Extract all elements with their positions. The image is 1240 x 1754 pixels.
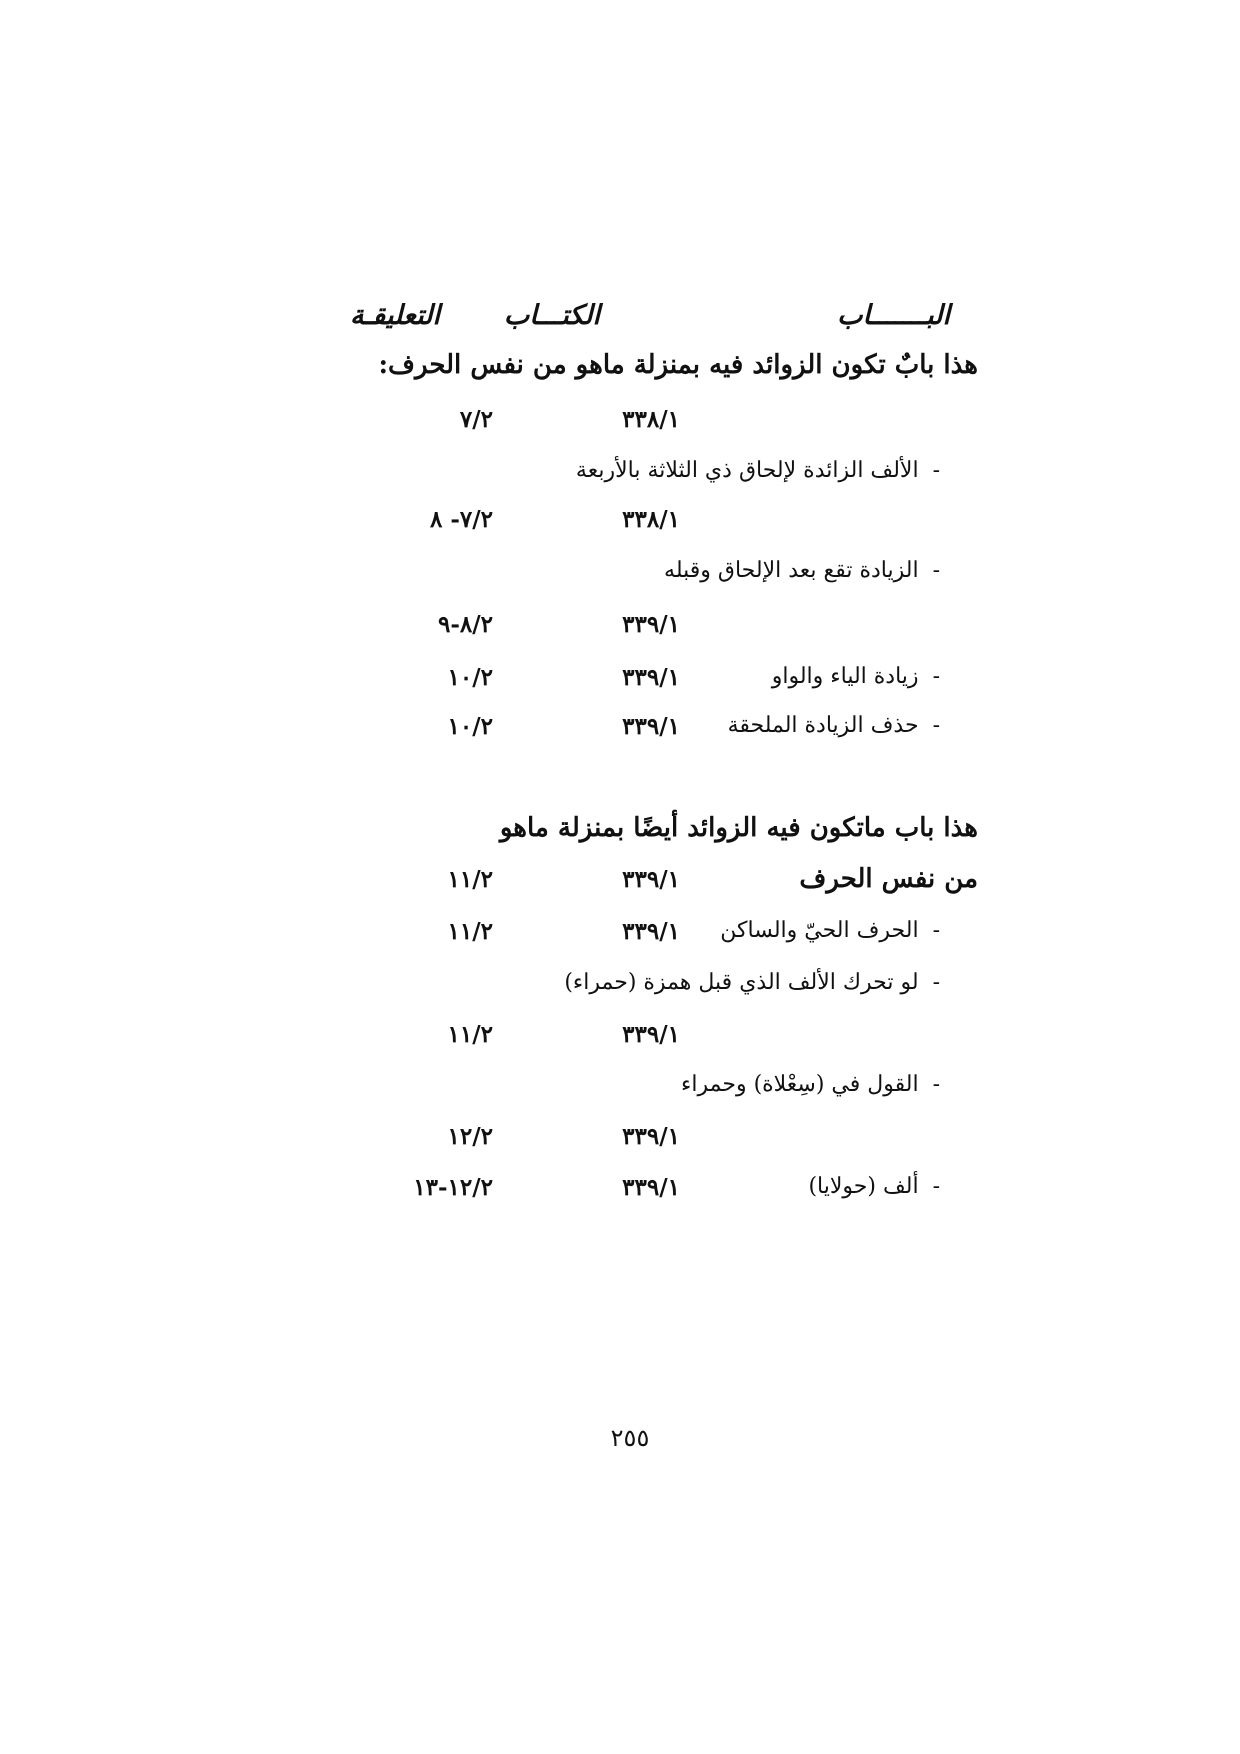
header-kitab: الكتـــاب xyxy=(503,300,600,331)
entry-text: القول في (سِعْلاة) وحمراء xyxy=(681,1072,919,1097)
dash-marker: - xyxy=(932,970,940,995)
entry-taliqa-ref: ١٢/٢ xyxy=(447,1123,493,1150)
section2-title-line2: من نفس الحرف xyxy=(799,864,978,894)
entry-kitab-ref: ٣٣٨/١ xyxy=(622,506,680,533)
dash-marker: - xyxy=(932,664,940,689)
list-item xyxy=(681,1072,940,1097)
dash-marker: - xyxy=(932,713,940,738)
list-item xyxy=(664,558,940,583)
entry-taliqa-ref: ٨/٢-٩ xyxy=(437,611,493,638)
entry-taliqa-ref: ١٠/٢ xyxy=(447,664,493,691)
entry-kitab-ref: ٣٣٩/١ xyxy=(622,918,680,945)
entry-taliqa-ref: ١١/٢ xyxy=(447,918,493,945)
entry-kitab-ref: ٣٣٩/١ xyxy=(622,1174,680,1201)
section1-ref-taliqa: ٧/٢ xyxy=(459,406,493,433)
section2-ref-taliqa: ١١/٢ xyxy=(447,866,493,893)
page-number: ٢٥٥ xyxy=(610,1424,650,1452)
entry-text: حذف الزيادة الملحقة xyxy=(727,713,919,738)
section1-title: هذا بابٌ تكون الزوائد فيه بمنزلة ماهو من نفس الحرف: xyxy=(378,350,978,380)
dash-marker: - xyxy=(932,1072,940,1097)
entry-kitab-ref: ٣٣٩/١ xyxy=(622,664,680,691)
entry-kitab-ref: ٣٣٩/١ xyxy=(622,713,680,740)
list-item xyxy=(720,918,940,943)
list-item xyxy=(728,713,940,738)
header-taliqa: التعليقـة xyxy=(349,300,440,331)
entry-taliqa-ref: ٧/٢- ٨ xyxy=(429,506,493,533)
entry-text: لو تحرك الألف الذي قبل همزة (حمراء) xyxy=(564,970,919,995)
section1-ref-kitab: ٣٣٨/١ xyxy=(622,406,680,433)
entry-text: الزيادة تقع بعد الإلحاق وقبله xyxy=(664,558,919,583)
list-item xyxy=(576,458,940,483)
entry-text: ألف (حولايا) xyxy=(808,1174,919,1199)
entry-taliqa-ref: ١١/٢ xyxy=(447,1021,493,1048)
entry-kitab-ref: ٣٣٩/١ xyxy=(622,1021,680,1048)
entry-kitab-ref: ٣٣٩/١ xyxy=(622,611,680,638)
dash-marker: - xyxy=(932,458,940,483)
entry-taliqa-ref: ١٠/٢ xyxy=(447,713,493,740)
dash-marker: - xyxy=(932,918,940,943)
header-bab: البـــــــاب xyxy=(837,300,950,331)
list-item xyxy=(564,970,940,995)
list-item xyxy=(808,1174,940,1199)
section2-title-line1: هذا باب ماتكون فيه الزوائد أيضًا بمنزلة ماهو xyxy=(499,813,978,843)
entry-taliqa-ref: ١٢/٢-١٣ xyxy=(413,1174,493,1201)
dash-marker: - xyxy=(932,1174,940,1199)
entry-text: زيادة الياء والواو xyxy=(771,664,919,689)
entry-text: الألف الزائدة لإلحاق ذي الثلاثة بالأربعة xyxy=(575,458,919,483)
list-item xyxy=(772,664,940,689)
entry-kitab-ref: ٣٣٩/١ xyxy=(622,1123,680,1150)
section2-ref-kitab: ٣٣٩/١ xyxy=(622,866,680,893)
entry-text: الحرف الحيّ والساكن xyxy=(720,918,919,943)
dash-marker: - xyxy=(932,558,940,583)
